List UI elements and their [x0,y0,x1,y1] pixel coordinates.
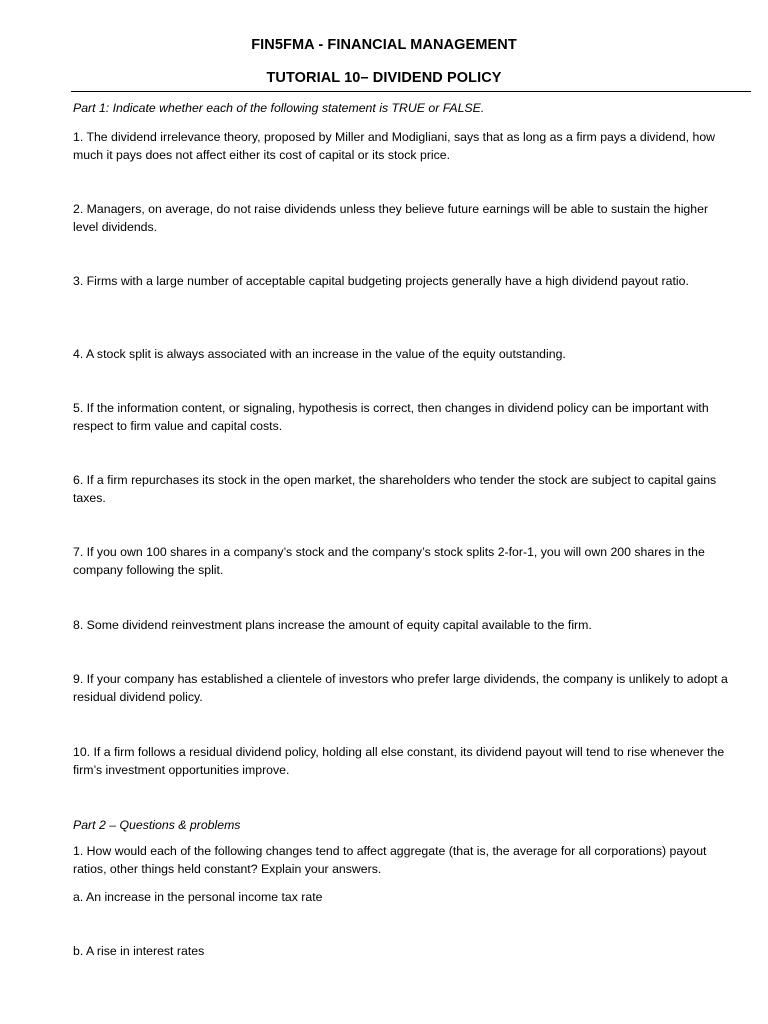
statement-4: 4. A stock split is always associated with an increase in the value of the equity outstanding. [73,347,566,361]
statement-2: 2. Managers, on average, do not raise dividends unless they believe future earnings will be able to sustain the higher level dividends. [73,202,709,234]
question-1b: b. A rise in interest rates [73,944,205,958]
course-title: FIN5FMA - FINANCIAL MANAGEMENT [251,37,517,53]
part2-heading: Part 2 – Questions & problems [73,818,241,832]
header-divider [71,91,751,92]
statement-5: 5. If the information content, or signaling, hypothesis is correct, then changes in dividend policy can be important with respect to firm value and capital costs. [73,401,709,433]
statement-7: 7. If you own 100 shares in a company’s stock and the company’s stock splits 2-for-1, you will own 200 shares in the company following the split. [73,545,705,577]
statement-8: 8. Some dividend reinvestment plans increase the amount of equity capital available to the firm. [73,618,592,632]
tutorial-title: TUTORIAL 10– DIVIDEND POLICY [266,70,502,86]
statement-3: 3. Firms with a large number of acceptable capital budgeting projects generally have a high dividend payout ratio. [73,274,689,288]
statement-10: 10. If a firm follows a residual dividend policy, holding all else constant, its dividend payout will tend to rise whenever the firm’s investment opportunities improve. [73,745,725,777]
statement-6: 6. If a firm repurchases its stock in the open market, the shareholders who tender the stock are subject to capital gains taxes. [73,473,717,505]
question-1a: a. An increase in the personal income tax rate [73,890,323,904]
part1-heading: Part 1: Indicate whether each of the following statement is TRUE or FALSE. [73,101,485,115]
question-1: 1. How would each of the following changes tend to affect aggregate (that is, the average for all corporations) payout ratios, other things held constant? Explain your answers. [73,844,707,876]
statement-9: 9. If your company has established a clientele of investors who prefer large dividends, the company is unlikely to adopt a residual dividend policy. [73,672,728,704]
statement-1: 1. The dividend irrelevance theory, proposed by Miller and Modigliani, says that as long as a firm pays a dividend, how much it pays does not affect either its cost of capital or its stock price. [73,130,716,162]
